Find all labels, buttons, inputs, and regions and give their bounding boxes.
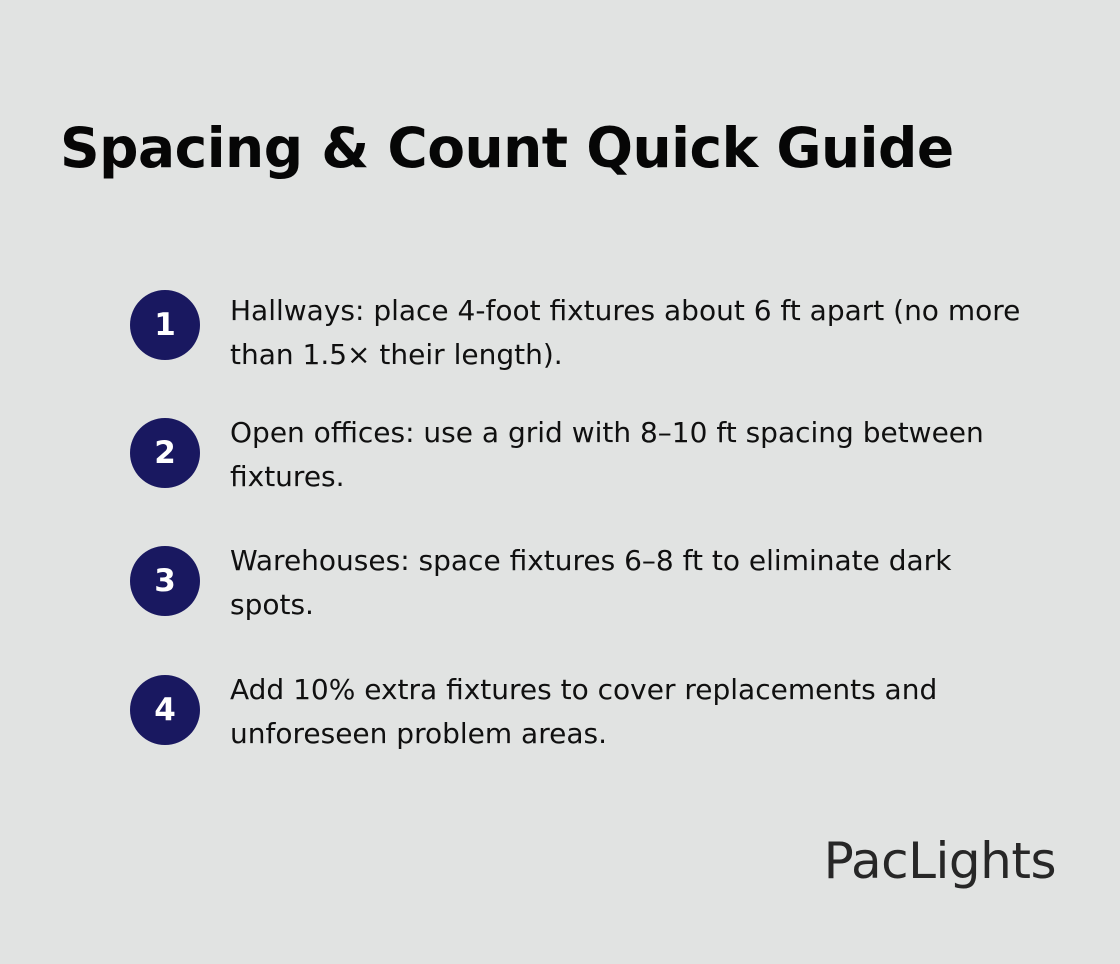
step-number-badge: 3 (130, 546, 200, 616)
step-number-badge: 2 (130, 418, 200, 488)
step-text: Hallways: place 4-foot fixtures about 6 ft apart (no more than 1.5× their length). (230, 294, 1021, 371)
brand-logo: PacLights (823, 832, 1056, 890)
step-number-badge: 1 (130, 290, 200, 360)
page-title: Spacing & Count Quick Guide (60, 116, 954, 180)
step-text: Warehouses: space fixtures 6–8 ft to eliminate dark spots. (230, 544, 952, 621)
step-number-badge: 4 (130, 675, 200, 745)
step-text: Open offices: use a grid with 8–10 ft spacing between fixtures. (230, 416, 984, 493)
step-text: Add 10% extra fixtures to cover replacements and unforeseen problem areas. (230, 673, 938, 750)
